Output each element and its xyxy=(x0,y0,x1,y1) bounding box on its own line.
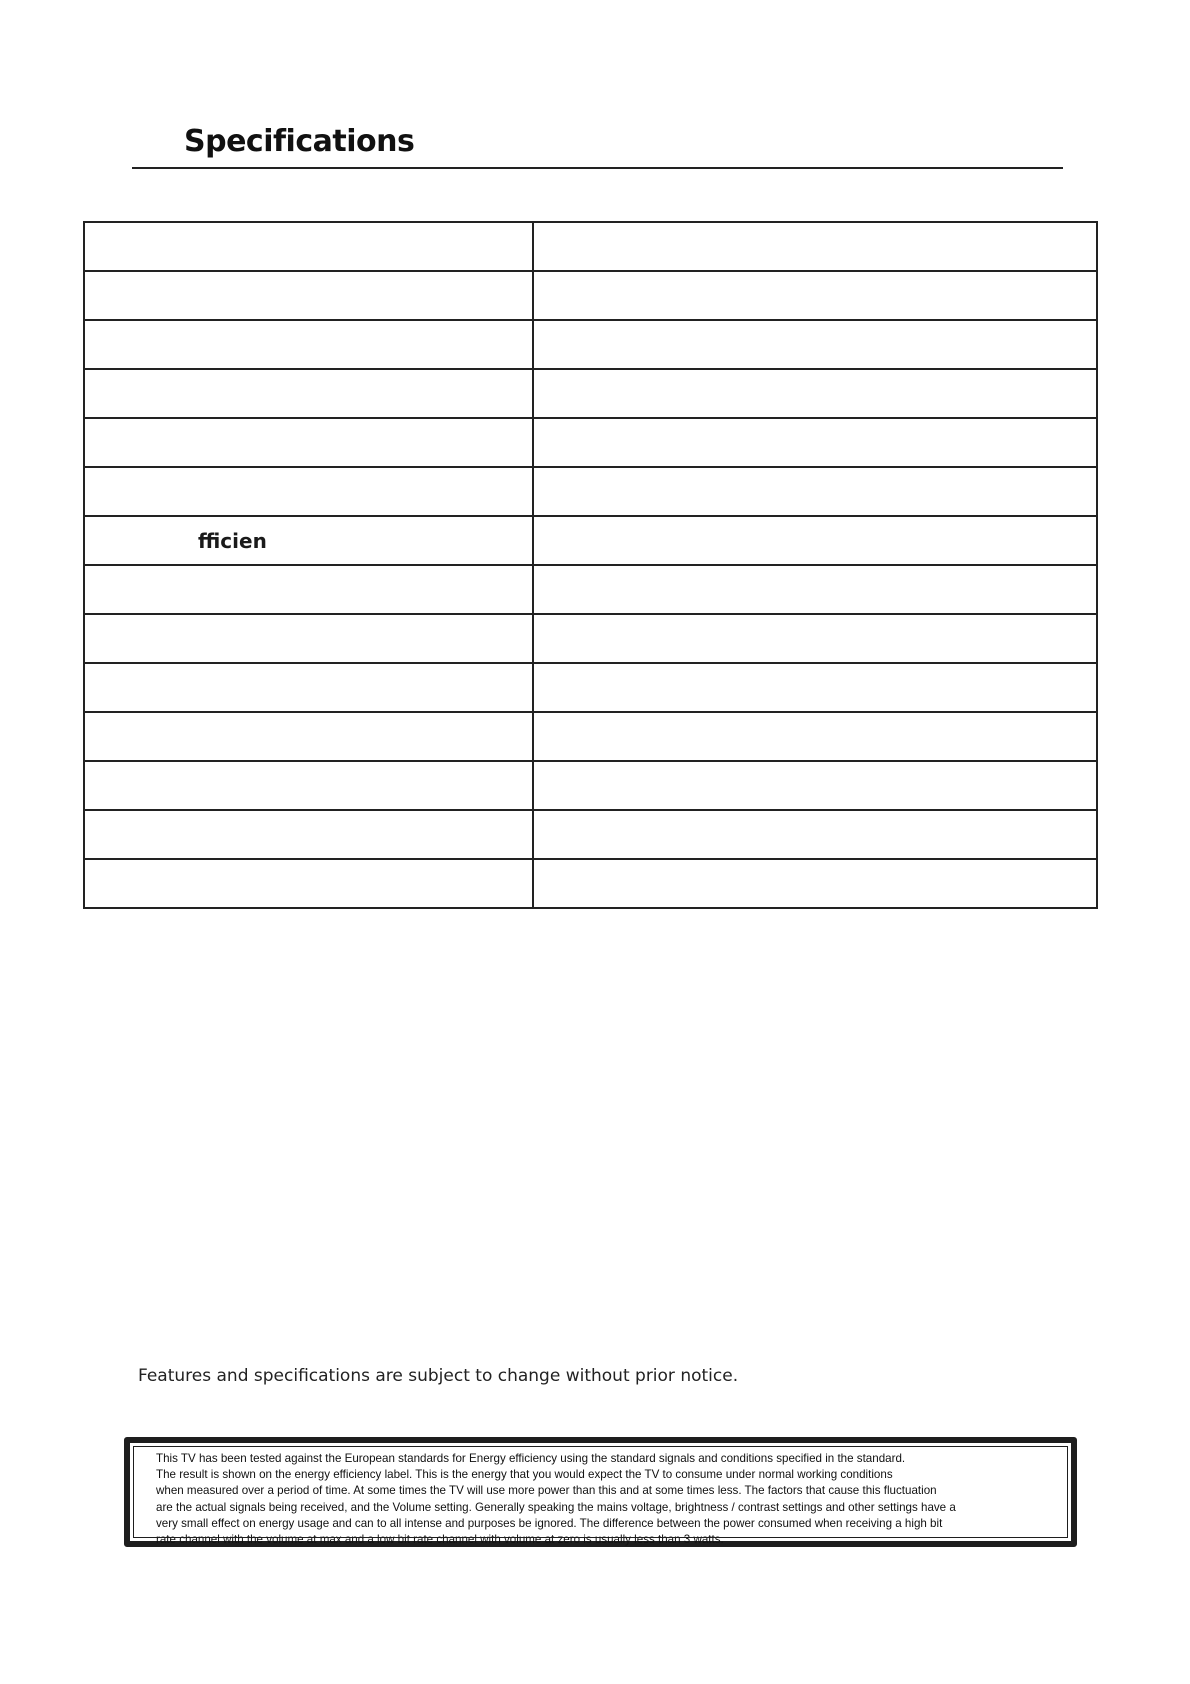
energy-statement-line: when measured over a period of time. At some times the TV will use more power than this and at some times less. The factors that cause this fluctuation xyxy=(156,1484,937,1498)
spec-label-cell xyxy=(84,222,533,271)
spec-label-cell xyxy=(84,663,533,712)
energy-statement-box xyxy=(124,1437,1077,1547)
spec-value-cell xyxy=(533,271,1097,320)
spec-label-cell xyxy=(84,810,533,859)
spec-value-cell xyxy=(533,614,1097,663)
specifications-table-body xyxy=(84,222,1097,908)
spec-value-cell xyxy=(533,712,1097,761)
spec-value-cell xyxy=(533,516,1097,565)
specifications-table xyxy=(83,221,1098,909)
table-row xyxy=(84,222,1097,271)
spec-value-cell xyxy=(533,663,1097,712)
energy-statement-line: The result is shown on the energy efficiency label. This is the energy that you would expect the TV to consume under normal working conditions xyxy=(156,1468,893,1482)
table-row xyxy=(84,761,1097,810)
spec-label-cell xyxy=(84,565,533,614)
table-row xyxy=(84,369,1097,418)
table-row xyxy=(84,712,1097,761)
title-divider xyxy=(132,167,1063,169)
energy-statement-line: very small effect on energy usage and can to all intense and purposes be ignored. The difference between the power consumed when receiving a high bit xyxy=(156,1516,943,1530)
table-row xyxy=(84,565,1097,614)
energy-statement-line: are the actual signals being received, and the Volume setting. Generally speaking the mains voltage, brightness / contrast settings and other settings have a xyxy=(156,1500,956,1514)
table-row xyxy=(84,810,1097,859)
spec-label: fficien xyxy=(198,528,267,553)
table-row xyxy=(84,418,1097,467)
spec-label-cell xyxy=(84,761,533,810)
spec-label-cell xyxy=(84,859,533,908)
spec-label-cell xyxy=(84,614,533,663)
spec-label-cell xyxy=(84,320,533,369)
spec-value-cell xyxy=(533,810,1097,859)
spec-value-cell xyxy=(533,761,1097,810)
spec-value-cell xyxy=(533,320,1097,369)
spec-label-cell xyxy=(84,271,533,320)
energy-statement-line: This TV has been tested against the European standards for Energy efficiency using the standard signals and conditions specified in the standard. xyxy=(156,1452,906,1465)
table-row xyxy=(84,320,1097,369)
table-row xyxy=(84,516,1097,565)
energy-statement-line: rate channel with the volume at max and a low bit rate channel with volume at zero is usually less than 3 watts. xyxy=(156,1533,724,1547)
table-row xyxy=(84,859,1097,908)
table-row xyxy=(84,614,1097,663)
spec-value-cell xyxy=(533,565,1097,614)
spec-label-cell xyxy=(84,467,533,516)
spec-value-cell xyxy=(533,467,1097,516)
spec-value-cell xyxy=(533,418,1097,467)
table-row xyxy=(84,467,1097,516)
table-row xyxy=(84,271,1097,320)
spec-value-cell xyxy=(533,859,1097,908)
table-row xyxy=(84,663,1097,712)
spec-label-cell xyxy=(84,369,533,418)
spec-value-cell xyxy=(533,369,1097,418)
spec-label-cell xyxy=(84,418,533,467)
spec-label-cell xyxy=(84,516,533,565)
change-notice: Features and specifications are subject to change without prior notice. xyxy=(138,1366,739,1386)
page-title: Specifications xyxy=(184,124,415,159)
spec-label-cell xyxy=(84,712,533,761)
spec-value-cell xyxy=(533,222,1097,271)
